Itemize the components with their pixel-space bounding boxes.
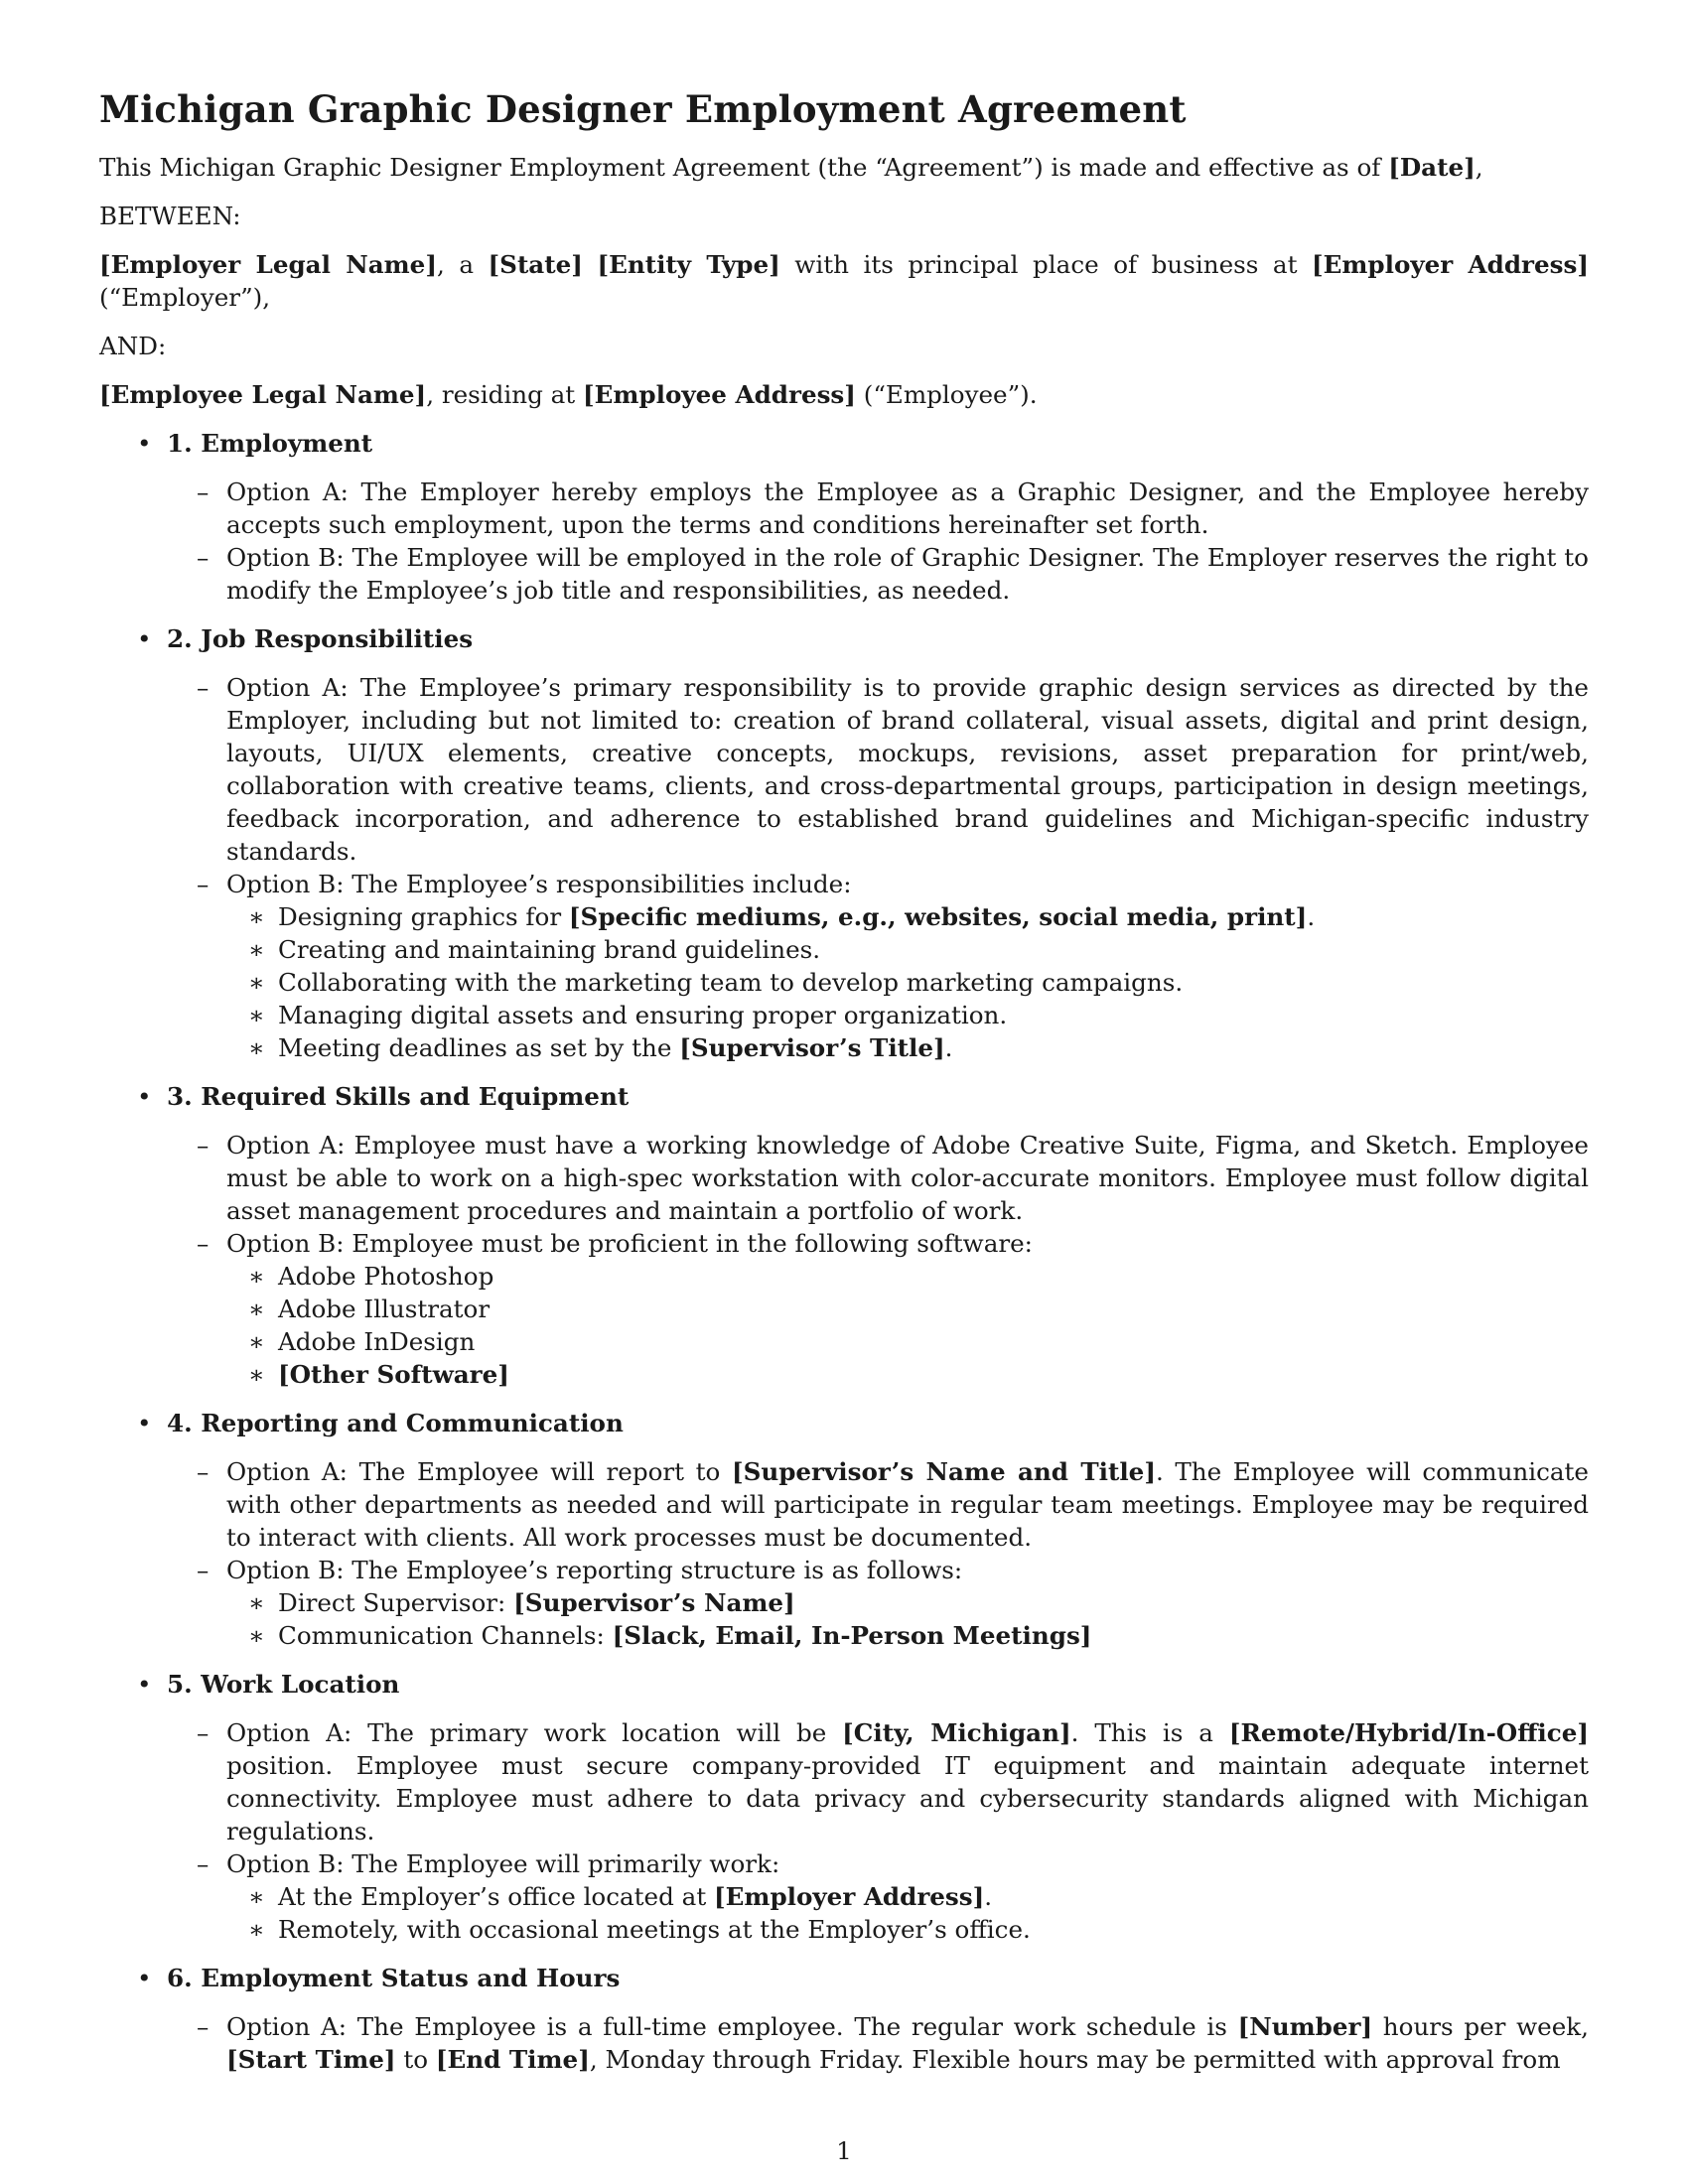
supervisor-name-placeholder: [Supervisor’s Name] bbox=[513, 1588, 795, 1617]
and-label: AND: bbox=[99, 332, 167, 360]
option-list bbox=[167, 1455, 1589, 1652]
dash-icon: – bbox=[197, 1556, 210, 1584]
sub-item bbox=[226, 966, 1589, 999]
option-text: to bbox=[395, 2045, 436, 2074]
option-text: Option A: The Employee will report to bbox=[226, 1457, 732, 1486]
asterisk-icon: ∗ bbox=[248, 1915, 265, 1944]
sub-item bbox=[226, 1031, 1589, 1064]
document-body bbox=[99, 85, 1589, 2092]
option-b bbox=[167, 1227, 1589, 1391]
bullet-icon: • bbox=[137, 1082, 152, 1111]
sub-item bbox=[226, 1586, 1589, 1619]
asterisk-icon: ∗ bbox=[248, 1262, 265, 1291]
asterisk-icon: ∗ bbox=[248, 1033, 265, 1062]
employer-address-placeholder: [Employer Address] bbox=[714, 1882, 985, 1911]
sub-text: Direct Supervisor: bbox=[278, 1588, 514, 1617]
intro-punct: , bbox=[1475, 153, 1483, 182]
bullet-icon: • bbox=[137, 1670, 152, 1699]
channels-placeholder: [Slack, Email, In-Person Meetings] bbox=[612, 1621, 1092, 1650]
option-list bbox=[167, 1716, 1589, 1946]
employee-text: (“Employee”). bbox=[855, 380, 1038, 409]
option-list bbox=[167, 2010, 1589, 2076]
section-list bbox=[99, 427, 1589, 2076]
bullet-icon: • bbox=[137, 1409, 152, 1437]
sub-text: Managing digital assets and ensuring proper organization. bbox=[278, 1001, 1008, 1029]
work-mode-placeholder: [Remote/Hybrid/In-Office] bbox=[1228, 1718, 1590, 1747]
intro-paragraph bbox=[99, 151, 1589, 184]
option-a bbox=[167, 476, 1589, 541]
bullet-icon: • bbox=[137, 624, 152, 653]
other-software-placeholder: [Other Software] bbox=[278, 1360, 509, 1389]
asterisk-icon: ∗ bbox=[248, 1295, 265, 1323]
bullet-icon: • bbox=[137, 429, 152, 458]
option-b bbox=[167, 1847, 1589, 1946]
asterisk-icon: ∗ bbox=[248, 1621, 265, 1650]
employer-text: , a bbox=[436, 250, 489, 279]
employee-party bbox=[99, 378, 1589, 411]
dash-icon: – bbox=[197, 543, 210, 572]
option-a bbox=[167, 1716, 1589, 1847]
supervisor-title-placeholder: [Supervisor’s Title] bbox=[679, 1033, 945, 1062]
option-text: hours per week, bbox=[1372, 2012, 1589, 2041]
hours-number-placeholder: [Number] bbox=[1237, 2012, 1373, 2041]
sub-item bbox=[226, 1325, 1589, 1358]
sub-text: Collaborating with the marketing team to develop marketing campaigns. bbox=[278, 968, 1184, 997]
dash-icon: – bbox=[197, 2012, 210, 2041]
asterisk-icon: ∗ bbox=[248, 1001, 265, 1029]
sub-text: . bbox=[944, 1033, 953, 1062]
page-number: 1 bbox=[836, 2136, 852, 2165]
sub-item bbox=[226, 1880, 1589, 1913]
sub-list bbox=[226, 1880, 1589, 1946]
section-title: 2. Job Responsibilities bbox=[167, 624, 474, 653]
sub-text: Communication Channels: bbox=[278, 1621, 613, 1650]
sub-list bbox=[226, 1586, 1589, 1652]
sub-item bbox=[226, 999, 1589, 1031]
section-employment bbox=[99, 427, 1589, 607]
section-reporting bbox=[99, 1407, 1589, 1652]
employer-name-placeholder: [Employer Legal Name] bbox=[99, 250, 437, 279]
dash-icon: – bbox=[197, 1229, 210, 1258]
employee-text: , residing at bbox=[426, 380, 584, 409]
between-label: BETWEEN: bbox=[99, 202, 241, 230]
option-text: . This is a bbox=[1070, 1718, 1229, 1747]
sub-text: Designing graphics for bbox=[278, 902, 569, 931]
employer-text: (“Employer”), bbox=[99, 283, 271, 312]
document-title: Michigan Graphic Designer Employment Agreement bbox=[99, 87, 1187, 131]
section-title: 6. Employment Status and Hours bbox=[167, 1964, 621, 1992]
section-job-responsibilities bbox=[99, 622, 1589, 1064]
option-a bbox=[167, 1129, 1589, 1227]
sub-text: Meeting deadlines as set by the bbox=[278, 1033, 680, 1062]
option-text: Option B: The Employee will primarily work: bbox=[226, 1849, 780, 1878]
option-a bbox=[167, 2010, 1589, 2076]
city-placeholder: [City, Michigan] bbox=[842, 1718, 1071, 1747]
start-time-placeholder: [Start Time] bbox=[226, 2045, 396, 2074]
sub-text: . bbox=[1307, 902, 1316, 931]
option-text: Option A: The Employee’s primary responsibility is to provide graphic design services as directed by the Employer, including but not limited to: creation of brand collateral, visual assets, digital and print design, layouts, UI/UX elements, creative concepts, mockups, revisions, asset preparation for print/web, collaboration with creative teams, clients, and cross-departmental groups, participation in design meetings, feedback incorporation, and adherence to established brand guidelines and Michigan-specific industry standards. bbox=[226, 673, 1589, 866]
option-text: . The Employee will communicate with other departments as needed and will participate in regular team meetings. Employee may be required to interact with clients. All work processes must be documented. bbox=[226, 1457, 1589, 1552]
sub-item bbox=[226, 1619, 1589, 1652]
supervisor-name-title-placeholder: [Supervisor’s Name and Title] bbox=[731, 1457, 1156, 1486]
intro-text: This Michigan Graphic Designer Employment Agreement (the “Agreement”) is made and effective as of bbox=[99, 153, 1389, 182]
sub-item bbox=[226, 1358, 1589, 1391]
sub-item bbox=[226, 1293, 1589, 1325]
option-list bbox=[167, 671, 1589, 1064]
section-status-hours bbox=[99, 1962, 1589, 2076]
asterisk-icon: ∗ bbox=[248, 1327, 265, 1356]
sub-text: Creating and maintaining brand guidelines. bbox=[278, 935, 821, 964]
sub-text: Adobe Illustrator bbox=[278, 1295, 491, 1323]
date-placeholder: [Date] bbox=[1388, 153, 1476, 182]
asterisk-icon: ∗ bbox=[248, 902, 265, 931]
option-a bbox=[167, 671, 1589, 868]
section-title: 1. Employment bbox=[167, 429, 373, 458]
dash-icon: – bbox=[197, 673, 210, 702]
option-b bbox=[167, 868, 1589, 1064]
sub-list bbox=[226, 1260, 1589, 1391]
option-list bbox=[167, 1129, 1589, 1391]
option-text: Option B: The Employee will be employed in the role of Graphic Designer. The Employer reserves the right to modify the Employee’s job title and responsibilities, as needed. bbox=[226, 543, 1589, 605]
employee-name-placeholder: [Employee Legal Name] bbox=[99, 380, 427, 409]
option-b bbox=[167, 541, 1589, 607]
asterisk-icon: ∗ bbox=[248, 1360, 265, 1389]
sub-item bbox=[226, 933, 1589, 966]
dash-icon: – bbox=[197, 1718, 210, 1747]
sub-text: . bbox=[984, 1882, 993, 1911]
dash-icon: – bbox=[197, 870, 210, 898]
section-title: 4. Reporting and Communication bbox=[167, 1409, 624, 1437]
option-text: position. Employee must secure company-provided IT equipment and maintain adequate internet connectivity. Employee must adhere to data privacy and cybersecurity standards aligned with Michigan regulations. bbox=[226, 1751, 1589, 1845]
sub-text: At the Employer’s office located at bbox=[278, 1882, 715, 1911]
option-b bbox=[167, 1554, 1589, 1652]
section-skills-equipment bbox=[99, 1080, 1589, 1391]
option-text: Option B: Employee must be proficient in the following software: bbox=[226, 1229, 1033, 1258]
dash-icon: – bbox=[197, 478, 210, 506]
section-title: 5. Work Location bbox=[167, 1670, 400, 1699]
option-a bbox=[167, 1455, 1589, 1554]
asterisk-icon: ∗ bbox=[248, 968, 265, 997]
option-text: Option A: The Employee is a full-time employee. The regular work schedule is bbox=[226, 2012, 1238, 2041]
employee-address-placeholder: [Employee Address] bbox=[583, 380, 856, 409]
sub-text: Remotely, with occasional meetings at the Employer’s office. bbox=[278, 1915, 1031, 1944]
asterisk-icon: ∗ bbox=[248, 1882, 265, 1911]
state-placeholder: [State] bbox=[488, 250, 583, 279]
option-text: Option A: The primary work location will be bbox=[226, 1718, 843, 1747]
option-text: , Monday through Friday. Flexible hours may be permitted with approval from bbox=[589, 2045, 1561, 2074]
asterisk-icon: ∗ bbox=[248, 935, 265, 964]
option-text: Option A: The Employer hereby employs the Employee as a Graphic Designer, and the Employee hereby accepts such employment, upon the terms and conditions hereinafter set forth. bbox=[226, 478, 1589, 539]
employer-text bbox=[583, 250, 598, 279]
employer-address-placeholder: [Employer Address] bbox=[1312, 250, 1589, 279]
employer-party bbox=[99, 248, 1589, 314]
option-text: Option B: The Employee’s responsibilities include: bbox=[226, 870, 852, 898]
dash-icon: – bbox=[197, 1131, 210, 1160]
sub-item bbox=[226, 1913, 1589, 1946]
option-text: Option A: Employee must have a working knowledge of Adobe Creative Suite, Figma, and Sketch. Employee must be able to work on a high-spec workstation with color-accurate monitors. Employee must follow digital asset management procedures and maintain a portfolio of work. bbox=[226, 1131, 1589, 1225]
section-work-location bbox=[99, 1668, 1589, 1946]
bullet-icon: • bbox=[137, 1964, 152, 1992]
sub-text: Adobe Photoshop bbox=[278, 1262, 494, 1291]
employer-text: with its principal place of business at bbox=[779, 250, 1313, 279]
dash-icon: – bbox=[197, 1849, 210, 1878]
section-title: 3. Required Skills and Equipment bbox=[167, 1082, 630, 1111]
option-text: Option B: The Employee’s reporting structure is as follows: bbox=[226, 1556, 963, 1584]
mediums-placeholder: [Specific mediums, e.g., websites, social media, print] bbox=[568, 902, 1308, 931]
end-time-placeholder: [End Time] bbox=[435, 2045, 590, 2074]
entity-type-placeholder: [Entity Type] bbox=[597, 250, 780, 279]
option-list bbox=[167, 476, 1589, 607]
dash-icon: – bbox=[197, 1457, 210, 1486]
asterisk-icon: ∗ bbox=[248, 1588, 265, 1617]
sub-text: Adobe InDesign bbox=[278, 1327, 476, 1356]
sub-list bbox=[226, 900, 1589, 1064]
sub-item bbox=[226, 1260, 1589, 1293]
sub-item bbox=[226, 900, 1589, 933]
